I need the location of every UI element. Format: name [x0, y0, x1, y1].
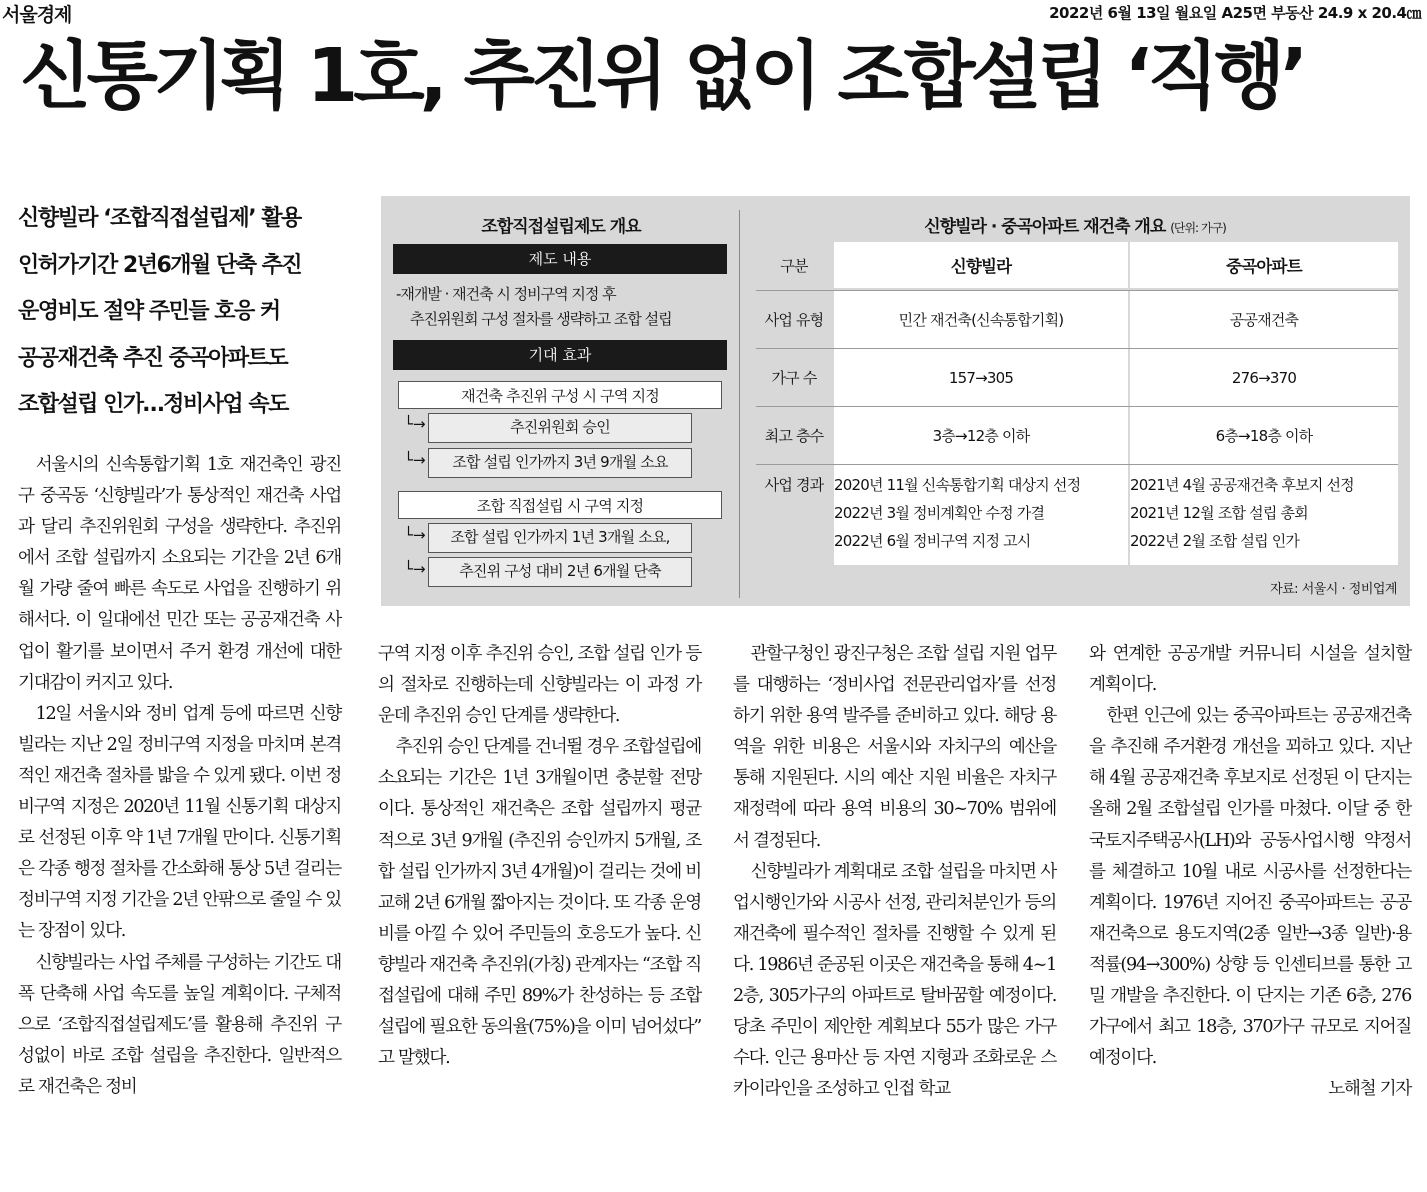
row-value-shinhyang: 157→305	[834, 349, 1128, 406]
progress-line: 2021년 12월 조합 설립 총회	[1130, 504, 1308, 522]
flow-box-step: 추진위원회 승인	[428, 413, 692, 443]
progress-line: 2021년 4월 공공재건축 후보지 선정	[1130, 476, 1354, 494]
dateline: 2022년 6월 13일 월요일 A25면 부동산 24.9 x 20.4㎝	[1049, 4, 1421, 22]
row-value-junggok	[1130, 465, 1398, 565]
row-value-shinhyang: 민간 재건축(신속통합기획)	[834, 291, 1128, 348]
paragraph: 와 연계한 공공개발 커뮤니티 시설을 설치할 계획이다.	[1089, 644, 1411, 696]
flow-arrow-icon: └→	[404, 415, 426, 433]
byline: 노해철 기자	[1328, 1079, 1411, 1100]
table-unit: (단위: 가구)	[1170, 221, 1226, 235]
row-value-shinhyang: 3층→12층 이하	[834, 407, 1128, 464]
table-title: 신향빌라 · 중곡아파트 재건축 개요	[924, 217, 1166, 237]
paragraph: 추진위 승인 단계를 건너뛸 경우 조합설립에 소요되는 기간은 1년 3개월이면 충분할 전망이다. 통상적인 재건축은 조합 설립까지 평균적으로 3년 9개월 (추진위 승인까지 5개월, 조합 설립 인가까지 3년 4개월)이 걸리는 것에 비교해 2년 6개월 짧아지는 것이다. 또 각종 운영비를 아낄 수 있어 주민들의 호응도가 높다. 신향빌라 재건축 추진위(가칭) 관계자는 “조합 직접설립에 대해 주민 89%가 찬성하는 등 조합 설립에 필요한 동의율(75%)을 이미 넘어섰다” 고 말했다.	[378, 737, 701, 1069]
flow-box-step: 조합 설립 인가까지 1년 3개월 소요,	[428, 523, 692, 553]
row-label: 최고 층수	[764, 427, 824, 445]
reconstruction-overview-title	[752, 212, 1398, 237]
article-column-3	[733, 639, 1056, 1105]
article-column-2	[378, 639, 701, 1074]
subheadline-line: 운영비도 절약 주민들 호응 커	[18, 299, 280, 324]
headline: 신통기획 1호, 추진위 없이 조합설립 ‘직행’	[20, 33, 1304, 119]
row-value-shinhyang	[834, 465, 1128, 565]
progress-line: 2022년 6월 정비구역 지정 고시	[834, 532, 1031, 550]
table-row	[756, 464, 1398, 565]
section-label-effect: 기대 효과	[393, 340, 727, 370]
progress-line: 2020년 11월 신속통합기획 대상지 선정	[834, 476, 1081, 494]
system-overview-title: 조합직접설립제도 개요	[481, 217, 641, 237]
row-value-junggok: 공공재건축	[1130, 291, 1398, 348]
table-row	[756, 348, 1398, 406]
subheadline-line: 공공재건축 추진 중곡아파트도	[18, 345, 288, 371]
row-label: 사업 유형	[764, 311, 824, 329]
subheadline-line: 인허가기간 2년6개월 단축 추진	[18, 252, 302, 278]
table-row	[756, 290, 1398, 348]
flow-box-step: 추진위 구성 대비 2년 6개월 단축	[428, 557, 692, 587]
subheadline-line: 조합설립 인가…정비사업 속도	[18, 392, 288, 417]
flow-arrow-icon: └→	[404, 526, 426, 544]
system-content-line: 추진위원회 구성 절차를 생략하고 조합 설립	[410, 310, 672, 328]
graphic-source: 자료: 서울시 · 정비업계	[1270, 582, 1397, 597]
header-category: 구분	[780, 256, 808, 275]
row-value-junggok: 276→370	[1130, 349, 1398, 406]
flow-box-step: 조합 설립 인가까지 3년 9개월 소요	[428, 448, 692, 478]
flow-arrow-icon: └→	[404, 451, 426, 469]
paragraph: 서울시의 신속통합기획 1호 재건축인 광진구 중곡동 ‘신향빌라’가 통상적인 재건축 사업과 달리 추진위원회 구성을 생략한다. 추진위에서 조합 설립까지 소요되는 기간을 2년 6개월 가량 줄여 빠른 속도로 사업을 진행하기 위해서다. 이 일대에선 민간 또는 공공재건축 사업이 활기를 보이면서 주거 환경 개선에 대한 기대감이 커지고 있다.	[18, 455, 341, 693]
row-label: 사업 경과	[764, 476, 824, 494]
row-value-junggok: 6층→18층 이하	[1130, 407, 1398, 464]
table-row	[756, 406, 1398, 464]
article-column-1	[18, 450, 341, 1103]
progress-line: 2022년 2월 조합 설립 인가	[1130, 532, 1300, 550]
paragraph: 관할구청인 광진구청은 조합 설립 지원 업무를 대행하는 ‘정비사업 전문관리업자’를 선정하기 위한 용역 발주를 준비하고 있다. 해당 용역을 위한 비용은 서울시와 자치구의 예산을 통해 지원된다. 시의 예산 지원 비율은 자치구 재정력에 따라 용역 비용의 30~70% 범위에서 결정된다.	[733, 644, 1056, 851]
flow-box-head: 조합 직접설립 시 구역 지정	[398, 491, 722, 519]
system-content-line: -재개발 · 재건축 시 정비구역 지정 후	[396, 285, 616, 303]
table-header-row	[756, 242, 1398, 288]
system-content-text	[396, 282, 730, 332]
paragraph: 신향빌라가 계획대로 조합 설립을 마치면 사업시행인가와 시공사 선정, 관리처분인가 등의 재건축에 필수적인 절차를 진행할 수 있게 된다. 1986년 준공된 이곳은 재건축을 통해 4~12층, 305가구의 아파트로 탈바꿈할 예정이다. 당초 주민이 제안한 계획보다 55가 많은 가구수다. 인근 용마산 등 자연 지형과 조화로운 스카이라인을 조성하고 인접 학교	[733, 861, 1056, 1100]
header-shinhyang: 신향빌라	[834, 242, 1128, 288]
subheadline-block	[18, 196, 358, 429]
article-column-4	[1089, 639, 1411, 1105]
flow-arrow-icon: └→	[404, 560, 426, 578]
paragraph: 구역 지정 이후 추진위 승인, 조합 설립 인가 등의 절차로 진행하는데 신향빌라는 이 과정 가운데 추진위 승인 단계를 생략한다.	[378, 644, 701, 727]
graphic-divider	[739, 210, 740, 598]
section-label-content: 제도 내용	[393, 244, 727, 274]
paragraph: 12일 서울시와 정비 업계 등에 따르면 신향빌라는 지난 2일 정비구역 지정을 마치며 본격적인 재건축 절차를 밟을 수 있게 됐다. 이번 정비구역 지정은 2020년 11월 신통기획 대상지로 선정된 이후 약 1년 7개월 만이다. 신통기획은 각종 행정 절차를 간소화해 통상 5년 걸리는 정비구역 지정 기간을 2년 안팎으로 줄일 수 있는 장점이 있다.	[18, 703, 341, 942]
paragraph: 한편 인근에 있는 중곡아파트는 공공재건축을 추진해 주거환경 개선을 꾀하고 있다. 지난해 4월 공공재건축 후보지로 선정된 이 단지는 올해 2월 조합설립 인가를 마쳤다. 이달 중 한국토지주택공사(LH)와 공동사업시행 약정서를 체결하고 10월 내로 시공사를 선정한다는 계획이다. 1976년 지어진 중곡아파트는 공공재건축으로 용도지역(2종 일반→3종 일반)·용적률(94→300%) 상향 등 인센티브를 통한 고밀 개발을 추진한다. 이 단지는 기존 6층, 276가구에서 최고 18층, 370가구 규모로 지어질 예정이다.	[1089, 706, 1411, 1069]
header-junggok: 중곡아파트	[1130, 242, 1398, 288]
paragraph: 신향빌라는 사업 주체를 구성하는 기간도 대폭 단축해 사업 속도를 높일 계획이다. 구체적으로 ‘조합직접설립제도’를 활용해 추진위 구성없이 바로 조합 설립을 추진한다. 일반적으로 재건축은 정비	[18, 952, 341, 1097]
row-label: 가구 수	[771, 369, 817, 387]
progress-line: 2022년 3월 정비계획안 수정 가결	[834, 504, 1045, 522]
subheadline-line: 신향빌라 ‘조합직접설립제’ 활용	[18, 206, 301, 231]
publication-name: 서울경제	[2, 4, 72, 26]
flow-box-head: 재건축 추진위 구성 시 구역 지정	[398, 381, 722, 409]
